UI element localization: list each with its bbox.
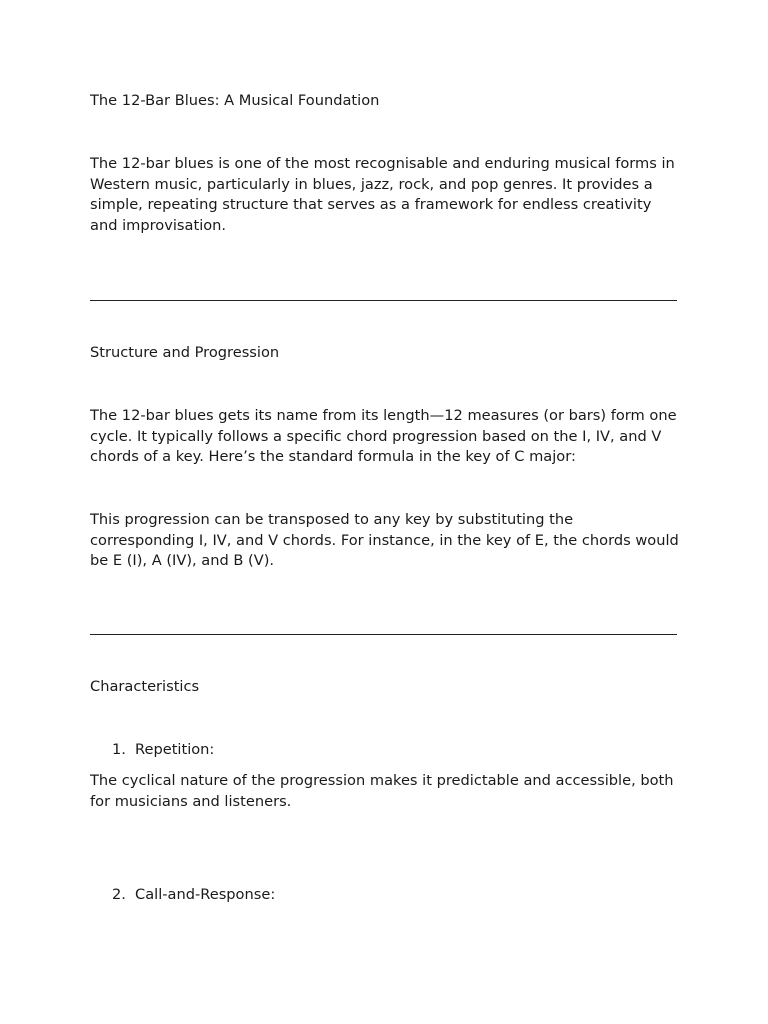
transpose-paragraph: This progression can be transposed to any key by substituting the corresponding I, IV, and V chords. For instance, in the key of E, the chords would be E (I), A (IV), and B (V).	[90, 511, 679, 570]
characteristics-heading: Characteristics	[90, 678, 200, 695]
page-title: The 12-Bar Blues: A Musical Foundation	[90, 92, 380, 109]
section-divider	[90, 300, 677, 301]
list-item-label: Repetition:	[135, 741, 215, 758]
list-item	[112, 885, 275, 906]
intro-paragraph: The 12-bar blues is one of the most recognisable and enduring musical forms in Western music, particularly in blues, jazz, rock, and pop genres. It provides a simple, repeating structure that serves as a framework for endless creativity and improvisation.	[90, 155, 675, 235]
list-item-number: 1.	[112, 741, 126, 758]
section-divider	[90, 634, 677, 635]
list-item-number: 2.	[112, 886, 126, 903]
structure-heading: Structure and Progression	[90, 344, 280, 361]
list-item	[112, 740, 214, 761]
list-item-label: Call-and-Response:	[135, 886, 276, 903]
list-item-description: The cyclical nature of the progression makes it predictable and accessible, both for musicians and listeners.	[90, 772, 674, 810]
structure-paragraph: The 12-bar blues gets its name from its length—12 measures (or bars) form one cycle. It typically follows a specific chord progression based on the I, IV, and V chords of a key. Here’s the standard formula in the key of C major:	[90, 407, 677, 466]
